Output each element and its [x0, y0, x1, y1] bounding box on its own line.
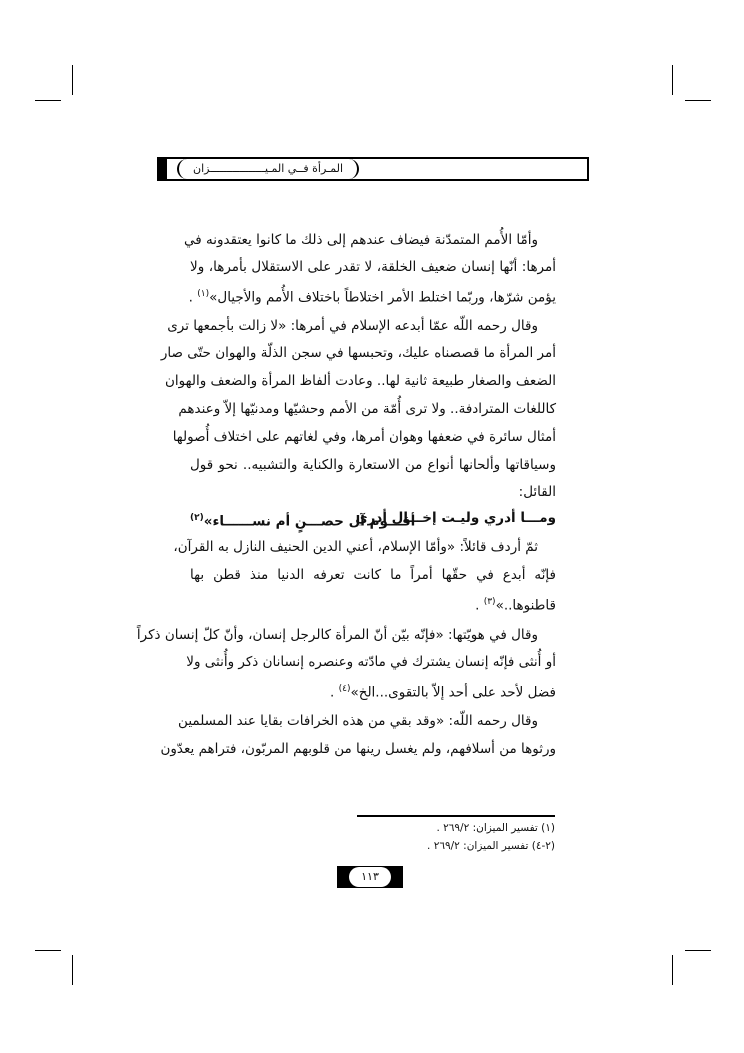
period: .	[475, 597, 480, 614]
book-title: المـرأة فــي المـيـــــــــــــــــزان	[177, 159, 359, 179]
line-text: فضل لأحد على أحد إلاّ بالتقوى...الخ»	[350, 684, 556, 701]
verse-second-hemistich	[190, 508, 415, 532]
footnote-ref: (٢)	[190, 513, 204, 523]
text-line: وقال في هويّتها: «فإنّه بيّن أنّ المرأة كالرجل إنسان، وأنّ كلّ إنسان ذكراً	[136, 627, 538, 643]
footnote: (١) تفسير الميزان: ٢٦٩/٢ .	[436, 822, 555, 834]
text-line: ثمّ أردف قائلاً: «وأمّا الإسلام، أعني الدين الحنيف النازل به القرآن،	[173, 539, 538, 555]
footnote-ref: (٤)	[338, 684, 351, 694]
crop-mark	[35, 100, 61, 101]
period: .	[188, 289, 193, 306]
text-line	[190, 592, 556, 616]
line-text: قاطنوها..»	[495, 597, 556, 614]
footnote-ref: (١)	[197, 289, 210, 299]
crop-mark	[685, 100, 711, 101]
line-text: أقـــوم آل حصـــنٍ أم نســــــاء»	[203, 513, 416, 530]
text-line: فإنّه أبدع في حقّها أمراً ما كانت تعرفه الدنيا منذ قطن بها	[190, 567, 556, 583]
text-line	[190, 679, 556, 703]
footnote-ref: (٣)	[483, 597, 496, 607]
crop-mark	[35, 950, 61, 951]
crop-mark	[685, 950, 711, 951]
text-line	[190, 284, 556, 308]
footnote: (٢-٤) تفسير الميزان: ٢٦٩/٢ .	[427, 840, 555, 852]
page-number: ١١٣	[349, 867, 391, 887]
text-line: وسياقاتها وألحانها أنواع من الاستعارة والكناية والتشبيه.. نحو قول	[190, 457, 556, 473]
crop-mark	[672, 65, 673, 95]
text-line: كاللغات المترادفة.. ولا ترى أُمّة من الأمم وحشيّها ومدنيّها إلاّ وعندهم	[178, 401, 556, 417]
footnote-separator	[357, 815, 555, 817]
crop-mark	[72, 955, 73, 985]
text-line: أو أُنثى فإنّه إنسان يشترك في مادّته وعنصره إنسانان ذكر وأُنثى ولا	[186, 654, 556, 670]
text-line: القائل:	[518, 484, 556, 500]
text-line: وقال رحمه اللّه: «وقد بقي من هذه الخرافات بقايا عند المسلمين	[178, 713, 538, 729]
text-line: أمر المرأة ما قصصناه عليك، وتحبسها في سجن الذلّة والهوان حتّى صار	[160, 345, 556, 361]
text-line: وقال رحمه اللّه عمّا أبدعه الإسلام في أمرها: «لا زالت بأجمعها ترى	[167, 318, 538, 334]
line-text: يؤمن شرّها، وربّما اختلط الأمر اختلاطاً باختلاف الأُمم والأجيال»	[209, 289, 556, 306]
verse-first-hemistich: ومـــا أدري وليـت إخـــال أدري	[355, 510, 556, 526]
running-header	[157, 157, 589, 181]
period: .	[330, 684, 335, 701]
text-line: أمثال سائرة في ضعفها وهوان أمرها، وفي لغاتهم على اختلاف أُصولها	[172, 429, 556, 445]
header-ornament	[157, 157, 167, 181]
text-line: الضعف والصغار طبيعة ثانية لها.. وعادت ألفاظ المرأة والضعف والهوان	[165, 373, 556, 389]
page-number-box	[337, 866, 403, 888]
crop-mark	[72, 65, 73, 95]
text-line: ورثوها من أسلافهم، ولم يغسل رينها من قلوبهم المربّون، فتراهم يعدّون	[160, 741, 556, 757]
text-line: أمرها: أنّها إنسان ضعيف الخلقة، لا تقدر على الاستقلال بأمرها، ولا	[190, 259, 556, 275]
crop-mark	[672, 955, 673, 985]
text-line: وأمّا الأُمم المتمدّنة فيضاف عندهم إلى ذلك ما كانوا يعتقدونه في	[184, 232, 538, 248]
